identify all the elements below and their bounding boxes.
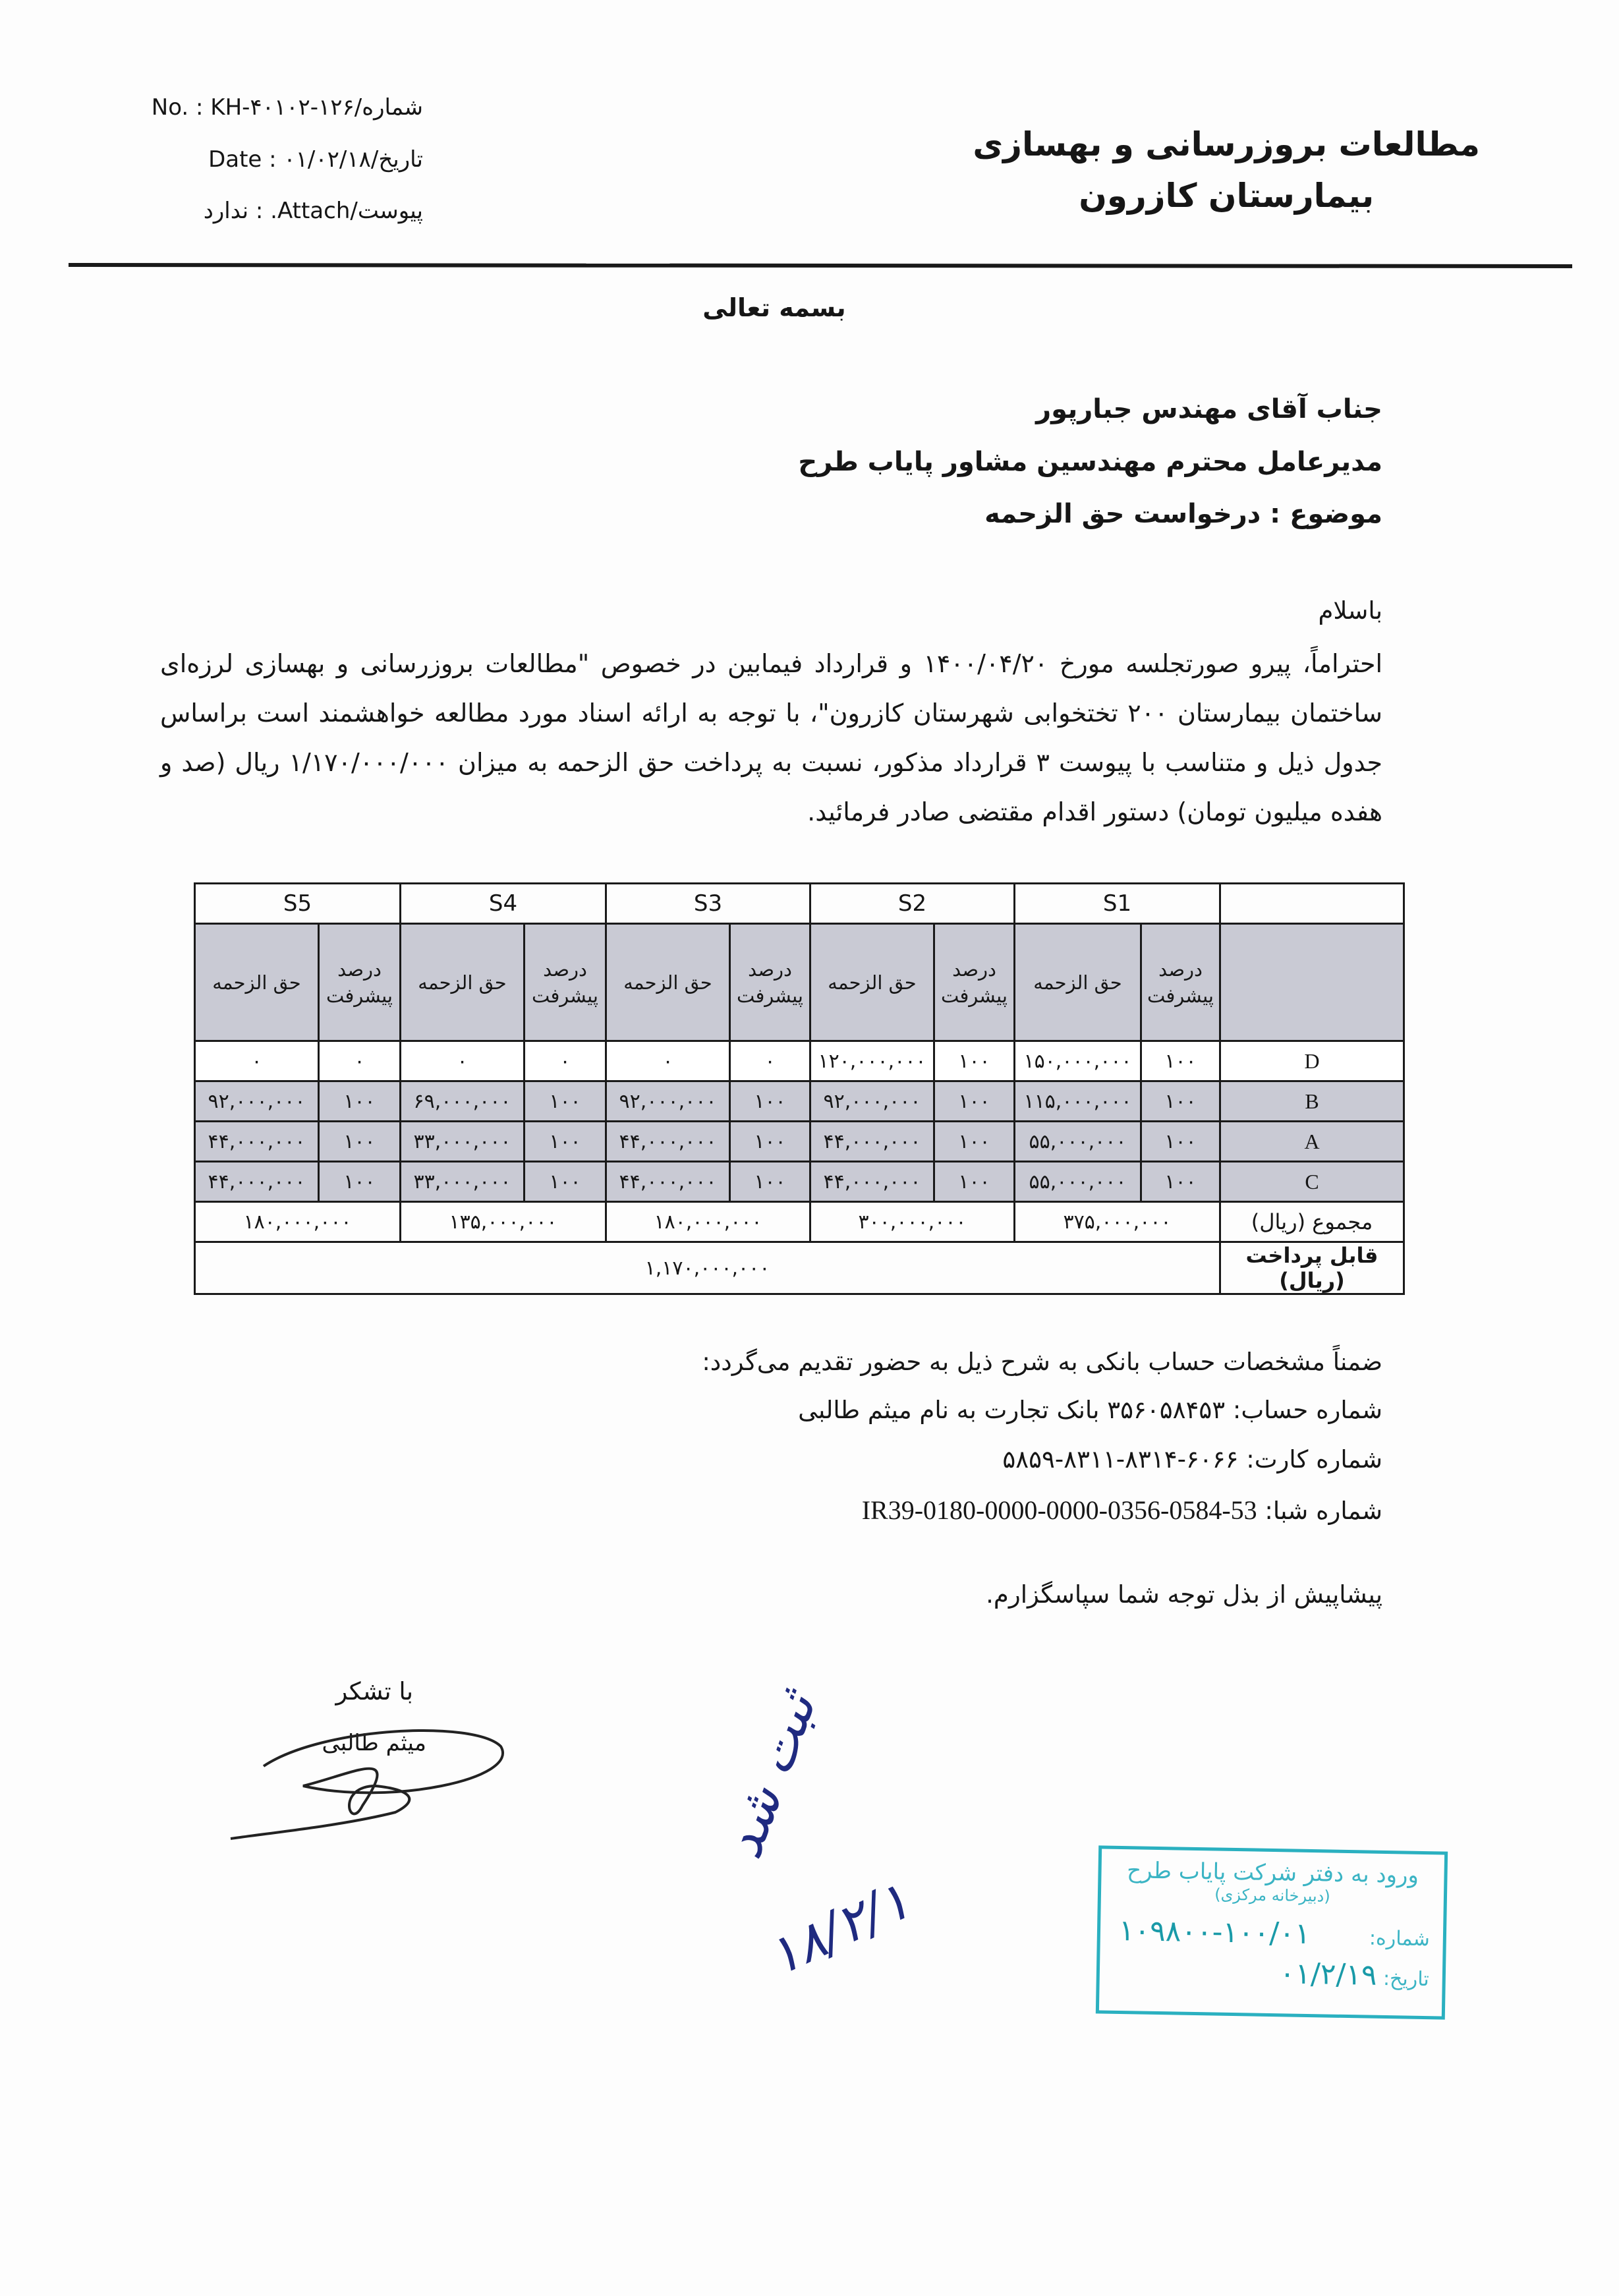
fee-cell: ۴۴,۰۰۰,۰۰۰: [606, 1162, 730, 1202]
stage-sum: ۱۸۰,۰۰۰,۰۰۰: [606, 1202, 810, 1242]
progress-cell: ۰: [730, 1041, 810, 1081]
fee-header: حق الزحمه: [606, 924, 730, 1041]
row-label: A: [1220, 1122, 1404, 1162]
progress-cell: ۰: [525, 1041, 606, 1081]
sum-row: [195, 1202, 1404, 1242]
progress-cell: ۱۰۰: [934, 1162, 1015, 1202]
progress-cell: ۱۰۰: [319, 1081, 401, 1122]
fee-cell: ۹۲,۰۰۰,۰۰۰: [810, 1081, 934, 1122]
stage-sum: ۳۷۵,۰۰۰,۰۰۰: [1015, 1202, 1220, 1242]
stage-sum: ۱۳۵,۰۰۰,۰۰۰: [401, 1202, 606, 1242]
bismillah: بسمه تعالی: [702, 293, 846, 322]
fee-cell: ۵۵,۰۰۰,۰۰۰: [1015, 1122, 1141, 1162]
fee-cell: ۳۳,۰۰۰,۰۰۰: [401, 1162, 525, 1202]
progress-cell: ۱۰۰: [1141, 1081, 1220, 1122]
table-row: [195, 1081, 1404, 1122]
progress-cell: ۱۰۰: [730, 1081, 810, 1122]
fee-header: حق الزحمه: [810, 924, 934, 1041]
stamp-date-label: تاریخ:: [1382, 1966, 1430, 1992]
org-line-1: مطالعات بروزرسانی و بهسازی: [973, 125, 1480, 163]
progress-cell: ۱۰۰: [319, 1162, 401, 1202]
date-value: ۰۱/۰۲/۱۸: [283, 146, 371, 173]
corner-cell: [1220, 884, 1404, 924]
stamp-number-value: ۱۰۰/۰۱-۱۰۹۸۰۰: [1118, 1913, 1311, 1951]
stage-header: S4: [401, 884, 606, 924]
pct-header-line1: درصد: [748, 958, 792, 981]
fee-cell: ۳۳,۰۰۰,۰۰۰: [401, 1122, 525, 1162]
progress-percent-header: [1141, 924, 1220, 1041]
pct-header-line1: درصد: [1158, 958, 1203, 981]
progress-percent-header: [525, 924, 606, 1041]
fee-cell: ۰: [401, 1041, 525, 1081]
fee-cell: ۱۵۰,۰۰۰,۰۰۰: [1015, 1041, 1141, 1081]
card-number: شماره کارت: ۶۰۶۶-۸۳۱۴-۸۳۱۱-۵۸۵۹: [1002, 1445, 1382, 1474]
progress-cell: ۱۰۰: [525, 1162, 606, 1202]
progress-cell: ۱۰۰: [525, 1081, 606, 1122]
progress-percent-header: [934, 924, 1015, 1041]
fee-cell: ۹۲,۰۰۰,۰۰۰: [606, 1081, 730, 1122]
fee-table: [194, 882, 1405, 1295]
progress-cell: ۱۰۰: [1141, 1122, 1220, 1162]
table-row: [195, 1122, 1404, 1162]
handwritten-note-line1: ثبت شد: [712, 1684, 828, 1866]
account-number: شماره حساب: ۳۵۶۰۵۸۴۵۳ بانک تجارت به نام میثم طالبی: [798, 1396, 1382, 1424]
stamp-subtitle: (دبیرخانه مرکزی): [1214, 1885, 1330, 1906]
fee-cell: ۰: [195, 1041, 319, 1081]
stage-header: S5: [195, 884, 401, 924]
row-label: C: [1220, 1162, 1404, 1202]
sheba-value: IR39-0180-0000-0000-0356-0584-53: [861, 1495, 1257, 1525]
thanks: با تشکر: [335, 1677, 413, 1706]
fee-header: حق الزحمه: [401, 924, 525, 1041]
fee-header: حق الزحمه: [1015, 924, 1141, 1041]
sheba: [862, 1495, 1382, 1526]
progress-cell: ۱۰۰: [934, 1081, 1015, 1122]
stamp-date-value: ۰۱/۲/۱۹: [1279, 1957, 1377, 1992]
corner-cell: [1220, 924, 1404, 1041]
signer-name: میثم طالبی: [322, 1730, 426, 1756]
table-row: [195, 1162, 1404, 1202]
pct-header-line2: پیشرفت: [736, 984, 804, 1007]
sheba-label: شماره شبا:: [1264, 1497, 1382, 1525]
payable-label: قابل پرداخت (ریال): [1220, 1242, 1404, 1294]
progress-cell: ۱۰۰: [730, 1162, 810, 1202]
pct-header-line2: پیشرفت: [326, 984, 393, 1007]
signature: [224, 1707, 514, 1845]
date-label: تاریخ/Date: [208, 146, 423, 173]
table-row: [195, 1041, 1404, 1081]
fee-cell: ۰: [606, 1041, 730, 1081]
organization-title: [973, 119, 1480, 221]
letter-date: تاریخ/Date : ۰۱/۰۲/۱۸: [208, 146, 423, 173]
stage-sum: ۳۰۰,۰۰۰,۰۰۰: [810, 1202, 1015, 1242]
payable-row: [195, 1242, 1404, 1294]
subject: موضوع : درخواست حق الزحمه: [984, 499, 1382, 529]
stamp-number: [1100, 1913, 1431, 1953]
stamp-title: ورود به دفتر شرکت پایاب طرح: [1126, 1857, 1419, 1889]
sum-label: مجموع (ریال): [1220, 1202, 1404, 1242]
progress-cell: ۱۰۰: [1141, 1162, 1220, 1202]
progress-cell: ۰: [319, 1041, 401, 1081]
number-value: KH-۴۰۱۰۲-۱۲۶: [210, 94, 355, 121]
letter-number: شماره/No. : KH-۴۰۱۰۲-۱۲۶: [151, 94, 423, 121]
payable-value: ۱,۱۷۰,۰۰۰,۰۰۰: [195, 1242, 1220, 1294]
handwritten-note-line2: ۱۸/۲/۱: [758, 1869, 919, 1988]
greeting: باسلام: [1318, 596, 1382, 625]
receipt-stamp: [1096, 1845, 1448, 2019]
stamp-number-label: شماره:: [1369, 1926, 1431, 1951]
column-header-row: [195, 924, 1404, 1041]
stage-sum: ۱۸۰,۰۰۰,۰۰۰: [195, 1202, 401, 1242]
fee-cell: ۴۴,۰۰۰,۰۰۰: [606, 1122, 730, 1162]
fee-cell: ۴۴,۰۰۰,۰۰۰: [810, 1122, 934, 1162]
progress-cell: ۱۰۰: [934, 1122, 1015, 1162]
progress-percent-header: [730, 924, 810, 1041]
fee-cell: ۹۲,۰۰۰,۰۰۰: [195, 1081, 319, 1122]
pct-header-line1: درصد: [952, 958, 996, 981]
pct-header-line2: پیشرفت: [531, 984, 599, 1007]
fee-cell: ۱۱۵,۰۰۰,۰۰۰: [1015, 1081, 1141, 1122]
attach-value: ندارد: [203, 198, 249, 224]
pct-header-line2: پیشرفت: [1147, 984, 1214, 1007]
fee-cell: ۴۴,۰۰۰,۰۰۰: [810, 1162, 934, 1202]
progress-cell: ۱۰۰: [934, 1041, 1015, 1081]
fee-cell: ۱۲۰,۰۰۰,۰۰۰: [810, 1041, 934, 1081]
stage-header: S2: [810, 884, 1015, 924]
progress-cell: ۱۰۰: [730, 1122, 810, 1162]
closing: پیشاپیش از بذل توجه شما سپاسگزارم.: [986, 1580, 1382, 1609]
recipient: جناب آقای مهندس جبارپور: [1036, 394, 1382, 424]
fee-cell: ۵۵,۰۰۰,۰۰۰: [1015, 1162, 1141, 1202]
letter-attachment: پیوست/Attach. : ندارد: [203, 198, 423, 224]
fee-cell: ۶۹,۰۰۰,۰۰۰: [401, 1081, 525, 1122]
row-label: B: [1220, 1081, 1404, 1122]
fee-cell: ۴۴,۰۰۰,۰۰۰: [195, 1122, 319, 1162]
number-label: شماره/No.: [151, 94, 423, 121]
stage-header: S1: [1015, 884, 1220, 924]
header-divider: [69, 263, 1572, 268]
pct-header-line1: درصد: [543, 958, 587, 981]
row-label: D: [1220, 1041, 1404, 1081]
attach-label: پیوست/Attach.: [270, 198, 423, 224]
org-line-2: بیمارستان کازرون: [1079, 177, 1375, 215]
bank-intro: ضمناً مشخصات حساب بانکی به شرح ذیل به حضور تقدیم می‌گردد:: [702, 1348, 1382, 1376]
progress-cell: ۱۰۰: [1141, 1041, 1220, 1081]
stage-header: S3: [606, 884, 810, 924]
stamp-date: [1100, 1953, 1430, 1993]
letter-body: احتراماً، پیرو صورتجلسه مورخ ۱۴۰۰/۰۴/۲۰ و قرارداد فیمابین در خصوص "مطالعات بروزرسانی و بهسازی لرزه‌ای ساختمان بیمارستان ۲۰۰ تختخوابی شهرستان کازرون"، با توجه به ارائه اسناد مورد مطالعه خواهشمند است براساس جدول ذیل و متناسب با پیوست ۳ قرارداد مذکور، نسبت به پرداخت حق الزحمه به میزان ۱/۱۷۰/۰۰۰/۰۰۰ ریال (صد و هفده میلیون تومان) دستور اقدام مقتضی صادر فرمائید.: [160, 649, 1383, 826]
fee-cell: ۴۴,۰۰۰,۰۰۰: [195, 1162, 319, 1202]
fee-header: حق الزحمه: [195, 924, 319, 1041]
recipient-title: مدیرعامل محترم مهندسین مشاور پایاب طرح: [798, 447, 1382, 477]
progress-cell: ۱۰۰: [525, 1122, 606, 1162]
stage-header-row: [195, 884, 1404, 924]
pct-header-line2: پیشرفت: [940, 984, 1008, 1007]
progress-cell: ۱۰۰: [319, 1122, 401, 1162]
pct-header-line1: درصد: [337, 958, 382, 981]
progress-percent-header: [319, 924, 401, 1041]
